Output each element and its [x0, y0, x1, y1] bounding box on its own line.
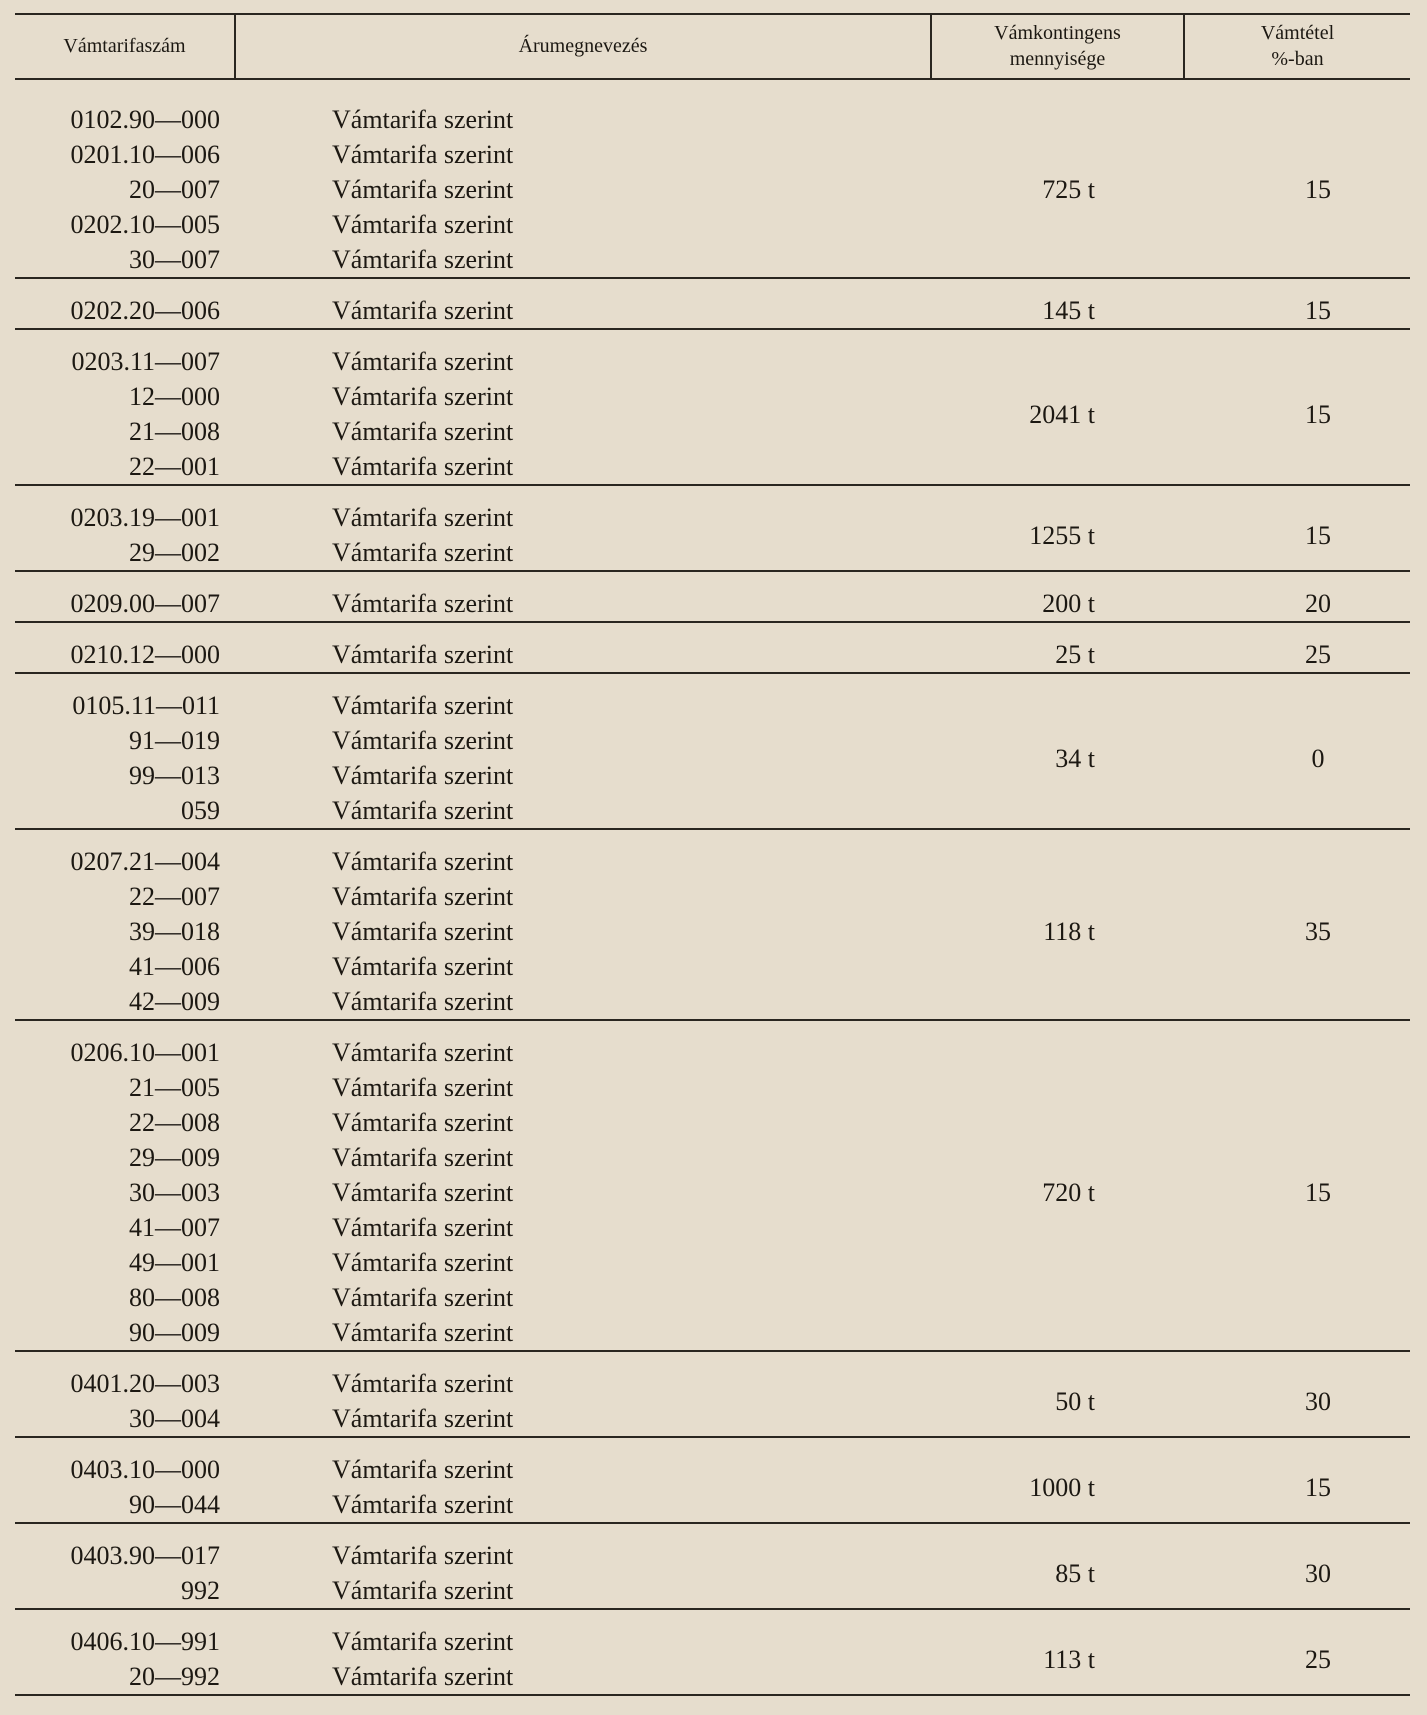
- duty-rate: 25: [1305, 640, 1331, 669]
- goods-description: Vámtarifa szerint: [332, 952, 514, 981]
- header-rate-line1: Vámtétel: [1260, 22, 1335, 44]
- quota-quantity: 50 t: [1055, 1386, 1095, 1416]
- goods-description: Vámtarifa szerint: [332, 761, 514, 790]
- goods-description: Vámtarifa szerint: [332, 1455, 514, 1484]
- tariff-code: 0403.10—000: [70, 1455, 220, 1484]
- header-quota-line2: mennyisége: [1009, 48, 1106, 70]
- duty-rate: 15: [1305, 399, 1331, 429]
- quota-quantity: 1000 t: [1029, 1472, 1095, 1502]
- duty-rate: 30: [1305, 1558, 1331, 1588]
- header-top-rule: [15, 13, 1410, 15]
- goods-description: Vámtarifa szerint: [332, 175, 514, 204]
- goods-description: Vámtarifa szerint: [332, 1038, 514, 1067]
- tariff-code: 39—018: [129, 917, 220, 946]
- goods-description: Vámtarifa szerint: [332, 503, 514, 532]
- goods-description: Vámtarifa szerint: [332, 1404, 514, 1433]
- goods-description: Vámtarifa szerint: [332, 917, 514, 946]
- quota-quantity: 725 t: [1042, 175, 1095, 204]
- goods-description: Vámtarifa szerint: [332, 417, 514, 446]
- quota-quantity: 200 t: [1042, 589, 1095, 618]
- tariff-code: 91—019: [129, 726, 220, 755]
- group-separator: [15, 484, 1410, 486]
- goods-description: Vámtarifa szerint: [332, 1576, 514, 1605]
- goods-description: Vámtarifa szerint: [332, 1283, 514, 1312]
- duty-rate: 15: [1305, 520, 1331, 550]
- duty-rate: 0: [1311, 743, 1325, 773]
- goods-description: Vámtarifa szerint: [332, 105, 514, 134]
- header-bottom-rule: [15, 78, 1410, 80]
- goods-description: Vámtarifa szerint: [332, 452, 514, 481]
- tariff-code: 0203.19—001: [70, 503, 220, 532]
- tariff-code: 12—000: [129, 382, 220, 411]
- group-separator: [15, 621, 1410, 623]
- duty-rate: 30: [1305, 1386, 1331, 1416]
- group-separator: [15, 277, 1410, 279]
- tariff-code: 41—006: [129, 952, 220, 981]
- tariff-code: 21—005: [129, 1073, 220, 1102]
- header-quota-line1: Vámkontingens: [994, 22, 1121, 44]
- tariff-code: 0403.90—017: [70, 1541, 220, 1570]
- tariff-code: 22—001: [129, 452, 220, 481]
- tariff-code: 29—002: [129, 538, 220, 567]
- goods-description: Vámtarifa szerint: [332, 210, 514, 239]
- duty-rate: 35: [1305, 917, 1331, 946]
- tariff-code: 22—008: [129, 1108, 220, 1137]
- goods-description: Vámtarifa szerint: [332, 1662, 514, 1691]
- duty-rate: 15: [1305, 1472, 1331, 1502]
- tariff-code: 22—007: [129, 882, 220, 911]
- tariff-code: 0105.11—011: [72, 691, 220, 720]
- duty-rate: 15: [1305, 296, 1331, 325]
- tariff-code: 99—013: [129, 761, 220, 790]
- goods-description: Vámtarifa szerint: [332, 1143, 514, 1172]
- quota-quantity: 113 t: [1043, 1644, 1095, 1674]
- header-quota-quantity: [932, 20, 1183, 72]
- tariff-code: 0201.10—006: [70, 140, 220, 169]
- goods-description: Vámtarifa szerint: [332, 1108, 514, 1137]
- tariff-code: 90—009: [129, 1318, 220, 1347]
- tariff-code: 0102.90—000: [70, 105, 220, 134]
- duty-rate: 20: [1305, 589, 1331, 618]
- quota-quantity: 2041 t: [1029, 399, 1095, 429]
- goods-description: Vámtarifa szerint: [332, 538, 514, 567]
- goods-description: Vámtarifa szerint: [332, 589, 514, 618]
- tariff-code: 90—044: [129, 1490, 220, 1519]
- goods-description: Vámtarifa szerint: [332, 1178, 514, 1207]
- tariff-code: 41—007: [129, 1213, 220, 1242]
- goods-description: Vámtarifa szerint: [332, 1369, 514, 1398]
- tariff-code: 30—004: [129, 1404, 220, 1433]
- tariff-code: 0203.11—007: [71, 347, 220, 376]
- group-separator: [15, 1019, 1410, 1021]
- goods-description: Vámtarifa szerint: [332, 1490, 514, 1519]
- tariff-code: 0207.21—004: [70, 847, 220, 876]
- group-separator: [15, 1350, 1410, 1352]
- duty-rate: 15: [1305, 175, 1331, 204]
- tariff-code: 0401.20—003: [70, 1369, 220, 1398]
- group-separator: [15, 328, 1410, 330]
- quota-quantity: 34 t: [1055, 743, 1095, 773]
- header-rate-line2: %-ban: [1271, 48, 1324, 70]
- tariff-code: 0202.20—006: [70, 296, 220, 325]
- goods-description: Vámtarifa szerint: [332, 1541, 514, 1570]
- tariff-code: 30—003: [129, 1178, 220, 1207]
- tariff-code: 80—008: [129, 1283, 220, 1312]
- duty-rate: 25: [1305, 1644, 1331, 1674]
- goods-description: Vámtarifa szerint: [332, 640, 514, 669]
- quota-quantity: 1255 t: [1029, 520, 1095, 550]
- goods-description: Vámtarifa szerint: [332, 882, 514, 911]
- tariff-code: 49—001: [129, 1248, 220, 1277]
- tariff-code: 992: [181, 1576, 220, 1605]
- tariff-code: 0206.10—001: [70, 1038, 220, 1067]
- tariff-code: 059: [181, 796, 220, 825]
- goods-description: Vámtarifa szerint: [332, 726, 514, 755]
- goods-description: Vámtarifa szerint: [332, 1248, 514, 1277]
- group-separator: [15, 1694, 1410, 1696]
- goods-description: Vámtarifa szerint: [332, 987, 514, 1016]
- tariff-code: 30—007: [129, 245, 220, 274]
- goods-description: Vámtarifa szerint: [332, 1318, 514, 1347]
- goods-description: Vámtarifa szerint: [332, 1627, 514, 1656]
- goods-description: Vámtarifa szerint: [332, 347, 514, 376]
- group-separator: [15, 1608, 1410, 1610]
- tariff-code: 20—992: [129, 1662, 220, 1691]
- goods-description: Vámtarifa szerint: [332, 796, 514, 825]
- group-separator: [15, 672, 1410, 674]
- header-duty-rate: [1185, 20, 1410, 72]
- quota-quantity: 85 t: [1055, 1558, 1095, 1588]
- header-description: Árumegnevezés: [518, 35, 648, 57]
- group-separator: [15, 1522, 1410, 1524]
- quota-quantity: 145 t: [1042, 296, 1095, 325]
- goods-description: Vámtarifa szerint: [332, 691, 514, 720]
- goods-description: Vámtarifa szerint: [332, 382, 514, 411]
- goods-description: Vámtarifa szerint: [332, 245, 514, 274]
- tariff-code: 0209.00—007: [70, 589, 220, 618]
- quota-quantity: 118 t: [1043, 917, 1095, 946]
- header-code: Vámtarifaszám: [63, 35, 186, 57]
- group-separator: [15, 570, 1410, 572]
- goods-description: Vámtarifa szerint: [332, 140, 514, 169]
- quota-quantity: 25 t: [1055, 640, 1095, 669]
- duty-rate: 15: [1305, 1178, 1331, 1207]
- goods-description: Vámtarifa szerint: [332, 1213, 514, 1242]
- group-separator: [15, 1436, 1410, 1438]
- tariff-code: 0210.12—000: [70, 640, 220, 669]
- tariff-code: 0406.10—991: [70, 1627, 220, 1656]
- tariff-code: 29—009: [129, 1143, 220, 1172]
- tariff-code: 42—009: [129, 987, 220, 1016]
- group-separator: [15, 828, 1410, 830]
- goods-description: Vámtarifa szerint: [332, 847, 514, 876]
- tariff-code: 20—007: [129, 175, 220, 204]
- goods-description: Vámtarifa szerint: [332, 1073, 514, 1102]
- tariff-code: 21—008: [129, 417, 220, 446]
- tariff-code: 0202.10—005: [70, 210, 220, 239]
- goods-description: Vámtarifa szerint: [332, 296, 514, 325]
- quota-quantity: 720 t: [1042, 1178, 1095, 1207]
